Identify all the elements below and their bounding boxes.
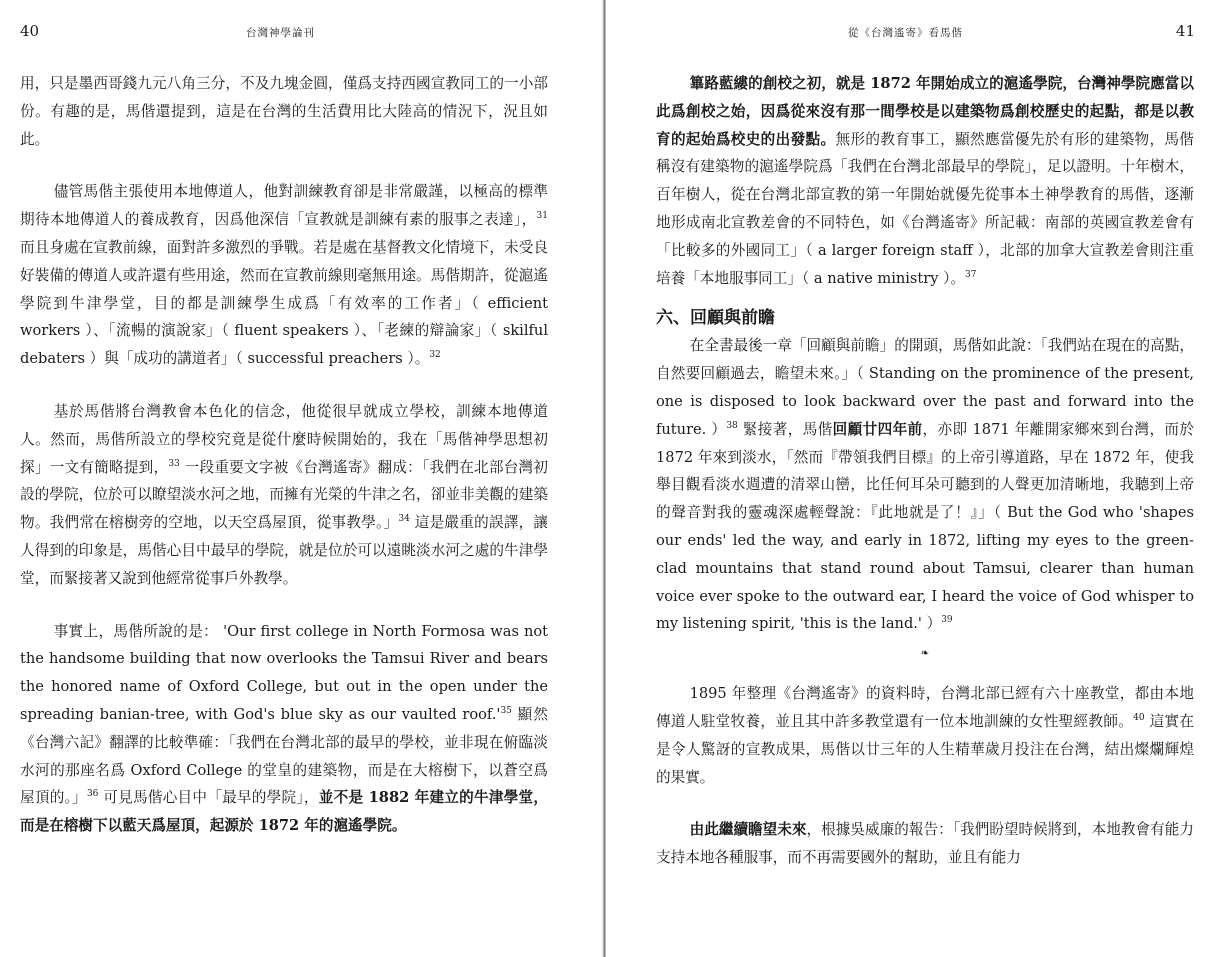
page-number: 41 [1175,22,1195,40]
text-run: 在全書最後一章「回顧與前瞻」的開頭，馬偕如此說：「我們站在現在的高點，自然要回顧過去，瞻望未來。」（ Standing on the prominence of the present, one is disposed to look backward over the past and forward into the future. ） [656,337,1194,438]
footnote-ref: 31 [536,211,548,222]
footnote-ref: 39 [941,615,953,626]
text-run: 這實在是令人驚訝的宣教成果，馬偕以廿三年的人生精華歲月投注在台灣，結出燦爛輝煌的果實。 [656,712,1194,786]
book-gutter [602,0,606,957]
bold-text: 由此繼續瞻望未來 [689,821,807,839]
running-head: 台灣神學論刊 [246,27,315,39]
right-page-body [656,70,1194,872]
text-run: 可見馬偕心目中「最早的學院」， [98,789,319,807]
text-run: 一段重要文字被《台灣遙寄》翻成：「我們在北部台灣初設的學院，位於可以瞭望淡水河之地，而擁有光榮的牛津之名，卻並非美觀的建築物。我們常在榕樹旁的空地，以天空爲屋頂，從事教學。」 [20,458,548,532]
footnote-ref: 38 [726,420,738,431]
text-run: ，根據吳威廉的報告：「我們盼望時候將到，本地教會有能力支持本地各種服事，而不再需要國外的幫助，並且有能力 [656,821,1194,867]
text-run: 緊接著，馬偕 [737,420,833,438]
text-run: 儘管馬偕主張使用本地傳道人，他對訓練教育卻是非常嚴謹，以極高的標準期待本地傳道人的養成教育，因爲他深信「宣教就是訓練有素的服事之表達」， [20,183,548,229]
text-run: 基於馬偕將台灣教會本色化的信念，他從很早就成立學校，訓練本地傳道人。然而，馬偕所設立的學校究竟是從什麼時候開始的，我在「馬偕神學思想初探」一文有簡略提到， [20,402,548,476]
left-page-body [20,70,548,840]
text-run: 無形的教育事工，顯然應當優先於有形的建築物，馬偕稱沒有建築物的滬遙學院爲「我們在台灣北部最早的學院」，足以證明。十年樹木，百年樹人，從在台灣北部宣教的第一年開始就優先從事本土神學教育的馬偕，逐漸地形成南北宣教差會的不同特色，如《台灣遙寄》所記載：南部的英國宣教差會有「比較多的外國同工」（ a larger foreign staff ），北部的加拿大宣教差會則注重培養「本地服事同工」（ a native ministry ）。 [656,130,1194,287]
text-run: 而且身處在宣教前線，面對許多激烈的爭戰。若是處在基督教文化情境下，未受良好裝備的傳道人或許還有些用途，然而在宣教前線則毫無用途。馬偕期許，從滬遙學院到牛津學堂，目的都是訓練學生成爲「有效率的工作者」（ efficient workers ）、「流暢的演說家」（ fluent speakers ）、「老練的辯論家」（ skilful debaters ）與「成功的講道者」（ successful preachers ）。 [20,238,548,368]
footnote-ref: 37 [965,269,977,280]
text-run: 顯然《台灣六記》翻譯的比較準確：「我們在台灣北部的最早的學校，並非現在俯臨淡水河的那座名爲 Oxford College 的堂皇的建築物，而是在大榕樹下，以蒼空爲屋頂的。」 [20,705,548,807]
text-run: 用，只是墨西哥錢九元八角三分，不及九塊金圓，僅爲支持西國宣教同工的一小部份。有趣的是，馬偕還提到，這是在台灣的生活費用比大陸高的情況下，況且如此。 [20,75,548,148]
page-number: 40 [20,22,40,40]
footnote-ref: 34 [398,514,410,525]
bold-text: 並不是 1882 年建立的牛津學堂，而是在榕樹下以藍天爲屋頂，起源於 1872 年的滬遙學院。 [20,789,549,835]
section-ornament-icon: ❧ [920,648,930,660]
right-page [612,0,1217,957]
paragraph [656,816,1194,872]
bold-text: 篳路藍縷的創校之初，就是 1872 年開始成立的滬遙學院，台灣神學院應當以此爲創校之始，因爲從來沒有那一間學校是以建築物爲創校歷史的起點，都是以教育的起始爲校史的出發點。 [656,75,1194,148]
running-head: 從《台灣遙寄》看馬偕 [848,27,963,39]
footnote-ref: 40 [1133,712,1145,723]
left-page [0,0,600,957]
paragraph [20,70,548,153]
text-run: 事實上，馬偕所說的是： 'Our first college in North Formosa was not the handsome building that now overlooks the Tamsui River and bears the honored name of Oxford College, but out in the open under the spreading banian-tree, with God's blue sky as our vaulted roof.' [20,622,548,723]
paragraph [20,398,548,593]
text-run: ，亦即 1871 年離開家鄉來到台灣，而於 1872 年來到淡水，「然而『帶領我們目標』的上帝引導道路，早在 1872 年，使我舉目觀看淡水週遭的清翠山巒，比任何耳朵可聽到的人聲更加清晰地，我聽到上帝的聲音對我的靈魂深處輕聲說：『此地就是了！』」（ But the God who 'shapes our ends' led the way, and early in 1872, lifting my eyes to the green-clad mountains that stand round about Tamsui, clearer than human voice ever spoke to the outward ear, I heard the voice of God whisper to my listening spirit, 'this is the land.' ） [656,420,1195,633]
paragraph [20,178,548,373]
footnote-ref: 33 [168,458,180,469]
text-run: 這是嚴重的誤譯，讓人得到的印象是，馬偕心目中最早的學院，就是位於可以遠眺淡水河之處的牛津學堂，而緊接著又說到他經常從事戶外教學。 [20,514,549,587]
paragraph [656,332,1194,638]
footnote-ref: 35 [500,705,512,716]
paragraph [656,70,1194,292]
paragraph [20,618,548,840]
text-run: 1895 年整理《台灣遙寄》的資料時，台灣北部已經有六十座教堂，都由本地傳道人駐堂牧養，並且其中許多教堂還有一位本地訓練的女性聖經教師。 [656,685,1194,730]
footnote-ref: 32 [429,350,441,361]
footnote-ref: 36 [86,789,99,800]
bold-text: 回顧廿四年前 [832,420,923,438]
paragraph [656,680,1194,791]
section-heading: 六、回顧與前瞻 [656,308,775,329]
